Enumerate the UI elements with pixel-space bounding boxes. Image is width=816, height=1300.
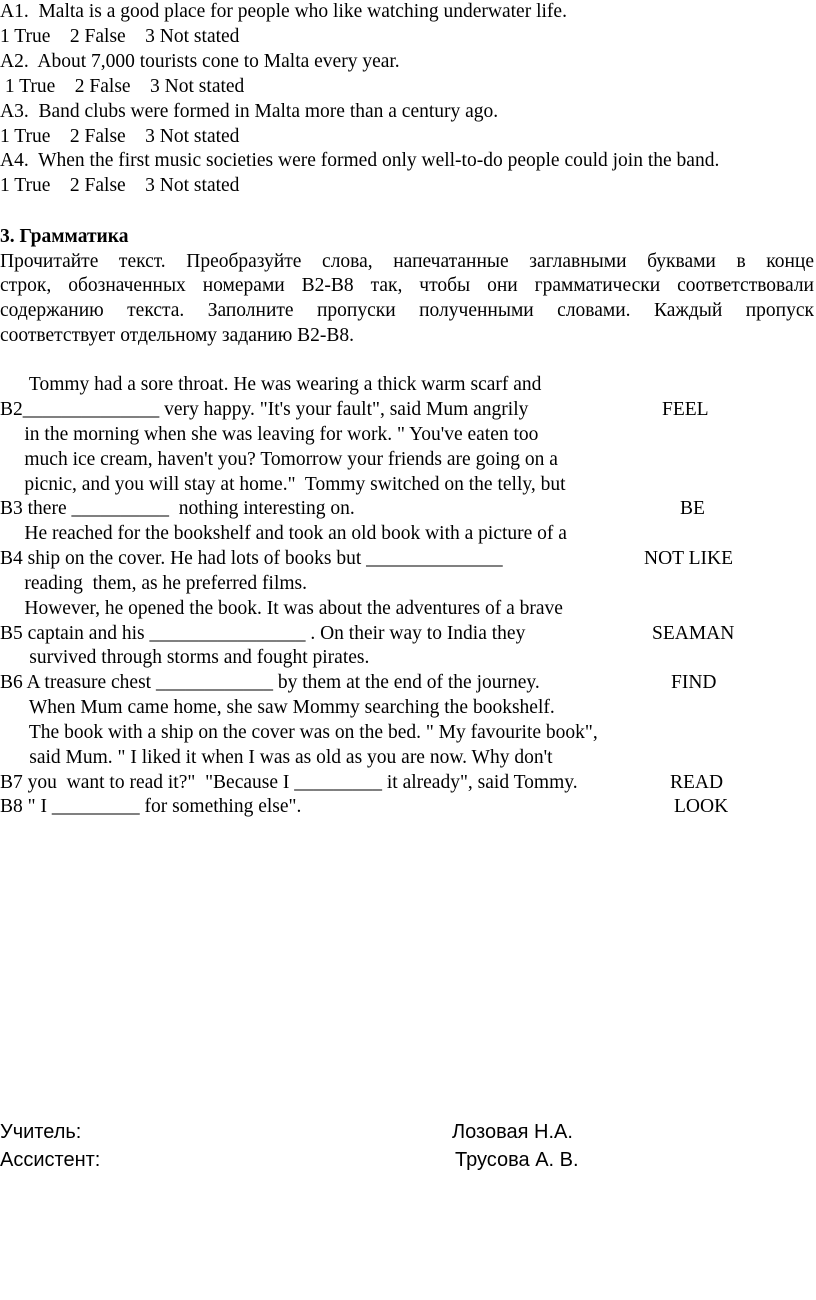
keyword-look: LOOK bbox=[674, 796, 729, 817]
question-a4-options: 1 True 2 False 3 Not stated bbox=[0, 175, 240, 196]
text-line: B4 ship on the cover. He had lots of books but ______________ bbox=[0, 548, 503, 569]
question-a3-text: A3. Band clubs were formed in Malta more than a century ago. bbox=[0, 101, 499, 122]
teacher-name: Лозовая Н.А. bbox=[452, 1121, 573, 1143]
text-line: However, he opened the book. It was about the adventures of a brave bbox=[0, 598, 563, 619]
question-a2-options: 1 True 2 False 3 Not stated bbox=[0, 76, 245, 97]
keyword-seaman: SEAMAN bbox=[652, 623, 735, 644]
text-line: B3 there __________ nothing interesting on. bbox=[0, 498, 355, 519]
keyword-not-like: NOT LIKE bbox=[644, 548, 733, 569]
text-line: much ice cream, haven't you? Tomorrow your friends are going on a bbox=[0, 449, 558, 470]
text-line: in the morning when she was leaving for work. " You've eaten too bbox=[0, 424, 539, 445]
text-line: B5 captain and his ________________ . On their way to India they bbox=[0, 623, 526, 644]
text-line: B2______________ very happy. "It's your fault", said Mum angrily bbox=[0, 399, 529, 420]
text-line: survived through storms and fought pirates. bbox=[0, 647, 370, 668]
text-line: picnic, and you will stay at home." Tommy switched on the telly, but bbox=[0, 474, 566, 495]
question-a4-text: A4. When the first music societies were formed only well-to-do people could join the band. bbox=[0, 150, 720, 171]
text-line: B6 A treasure chest ____________ by them at the end of the journey. bbox=[0, 672, 540, 693]
text-line: said Mum. " I liked it when I was as old as you are now. Why don't bbox=[0, 747, 553, 768]
text-line: reading them, as he preferred films. bbox=[0, 573, 308, 594]
question-a2-text: A2. About 7,000 tourists cone to Malta every year. bbox=[0, 51, 400, 72]
keyword-read: READ bbox=[670, 772, 724, 793]
instructions-line: строк, обозначенных номерами В2-В8 так, чтобы они грамматически соответствовали bbox=[0, 275, 814, 296]
text-line: The book with a ship on the cover was on the bed. " My favourite book", bbox=[0, 722, 598, 743]
question-a1-options: 1 True 2 False 3 Not stated bbox=[0, 26, 240, 47]
text-line: B7 you want to read it?" "Because I _________ it already", said Tommy. bbox=[0, 772, 578, 793]
keyword-be: BE bbox=[680, 498, 705, 519]
keyword-find: FIND bbox=[671, 672, 717, 693]
question-a1-text: A1. Malta is a good place for people who like watching underwater life. bbox=[0, 1, 567, 22]
instructions-line: соответствует отдельному заданию В2-В8. bbox=[0, 325, 355, 346]
text-line: Tommy had a sore throat. He was wearing a thick warm scarf and bbox=[0, 374, 542, 395]
text-line: B8 " I _________ for something else". bbox=[0, 796, 302, 817]
text-line: He reached for the bookshelf and took an old book with a picture of a bbox=[0, 523, 567, 544]
keyword-feel: FEEL bbox=[662, 399, 709, 420]
teacher-label: Учитель: bbox=[0, 1121, 82, 1143]
section-heading: 3. Грамматика bbox=[0, 226, 129, 247]
text-line: When Mum came home, she saw Mommy searching the bookshelf. bbox=[0, 697, 555, 718]
question-a3-options: 1 True 2 False 3 Not stated bbox=[0, 126, 240, 147]
assistant-label: Ассистент: bbox=[0, 1149, 101, 1171]
assistant-name: Трусова А. В. bbox=[455, 1149, 579, 1171]
instructions-line: Прочитайте текст. Преобразуйте слова, напечатанные заглавными буквами в конце bbox=[0, 251, 814, 272]
instructions-line: содержанию текста. Заполните пропуски полученными словами. Каждый пропуск bbox=[0, 300, 814, 321]
